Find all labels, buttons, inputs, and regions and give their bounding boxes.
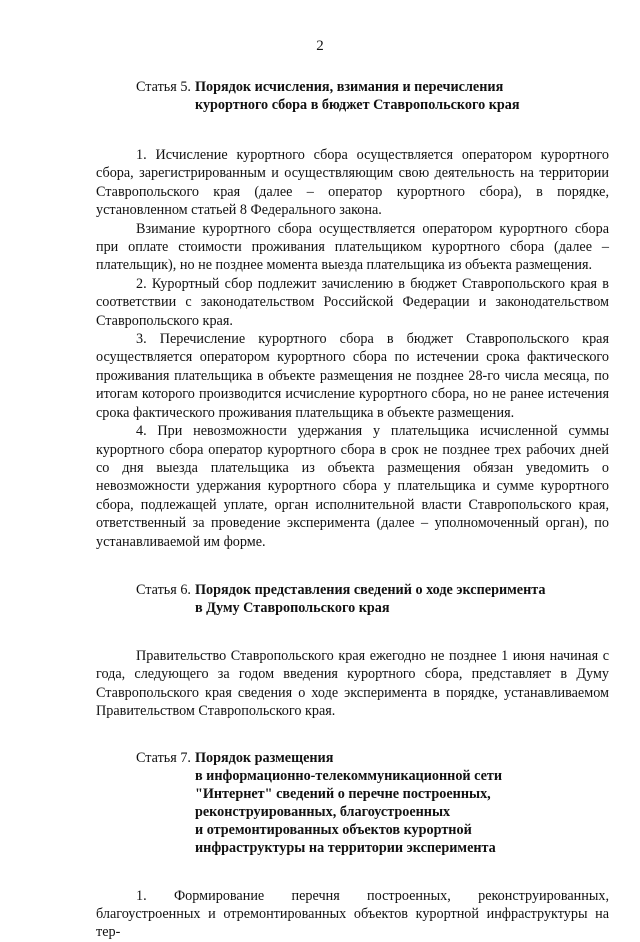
article-7-label: Статья 7.: [136, 749, 191, 766]
article-6-title-line: Порядок представления сведений о ходе эксперимента: [194, 581, 546, 598]
article-7-body: [96, 887, 609, 942]
paragraph: 4. При невозможности удержания у плательщика исчисленной суммы курортного сбора оператор курортного сбора в срок не позднее трех рабочих дней со дня выезда плательщика из объекта размещения обязан уведомить о невозможности удержания курортного сбора у плательщика и сумме курортного сбора, подлежащей уплате, орган исполнительной власти Ставропольского края, ответственный за проведение эксперимента (далее – уполномоченный орган), по устанавливаемой им форме.: [96, 423, 609, 550]
page-number: 2: [316, 38, 324, 54]
article-7-title: [195, 749, 502, 857]
article-6-title-line: в Думу Ставропольского края: [194, 599, 390, 616]
article-7-title-line: "Интернет" сведений о перечне построенных,: [194, 785, 491, 802]
article-7-title-line: в информационно-телекоммуникационной сети: [194, 767, 503, 784]
article-6-label: Статья 6.: [136, 581, 191, 598]
paragraph: 3. Перечисление курортного сбора в бюджет Ставропольского края осуществляется оператором курортного сбора по истечении срока фактического проживания плательщика в объекте размещения не позднее 28-го числа месяца, по итогам которого производится исчисление курортного сбора, но не ранее истечения срока фактического проживания плательщика в объекте размещения.: [96, 331, 609, 421]
article-5-title-line: курортного сбора в бюджет Ставропольского края: [194, 97, 520, 113]
article-7-title-line: реконструированных, благоустроенных: [194, 803, 451, 820]
paragraph: Взимание курортного сбора осуществляется оператором курортного сбора при оплате стоимости проживания плательщиком курортного сбора (далее – плательщик), но не позднее момента выезда плательщика из объекта размещения.: [96, 220, 609, 274]
article-5-heading: [136, 78, 609, 114]
paragraph: 2. Курортный сбор подлежит зачислению в бюджет Ставропольского края в соответствии с законодательством Российской Федерации и законодательством Ставропольского края.: [96, 275, 609, 329]
article-7-title-line: Порядок размещения: [194, 749, 334, 766]
paragraph: Правительство Ставропольского края ежегодно не позднее 1 июня начиная с года, следующего за годом введения курортного сбора, представляет в Думу Ставропольского края сведения о ходе эксперимента в порядке, устанавливаемом Правительством Ставропольского края.: [96, 647, 609, 720]
article-5-label: Статья 5.: [136, 79, 191, 95]
article-5-body: [96, 146, 609, 551]
article-7-title-line: инфраструктуры на территории эксперимента: [194, 839, 496, 856]
article-6-heading: [136, 581, 609, 617]
article-5-title: [195, 78, 520, 114]
document-content: [96, 78, 609, 942]
article-7-heading: [136, 749, 609, 857]
paragraph: 1. Формирование перечня построенных, реконструированных, благоустроенных и отремонтированных объектов курортной инфраструктуры на тер-: [96, 887, 609, 941]
article-6-body: [96, 647, 609, 721]
article-5-title-line: Порядок исчисления, взимания и перечисления: [194, 79, 504, 95]
article-7-title-line: и отремонтированных объектов курортной: [194, 821, 472, 838]
article-6-title: [195, 581, 546, 617]
paragraph: 1. Исчисление курортного сбора осуществляется оператором курортного сбора, зарегистрированным и осуществляющим свою деятельность на территории Ставропольского края (далее – оператор курортного сбора), в порядке, установленном статьей 8 Федерального закона.: [96, 147, 609, 219]
